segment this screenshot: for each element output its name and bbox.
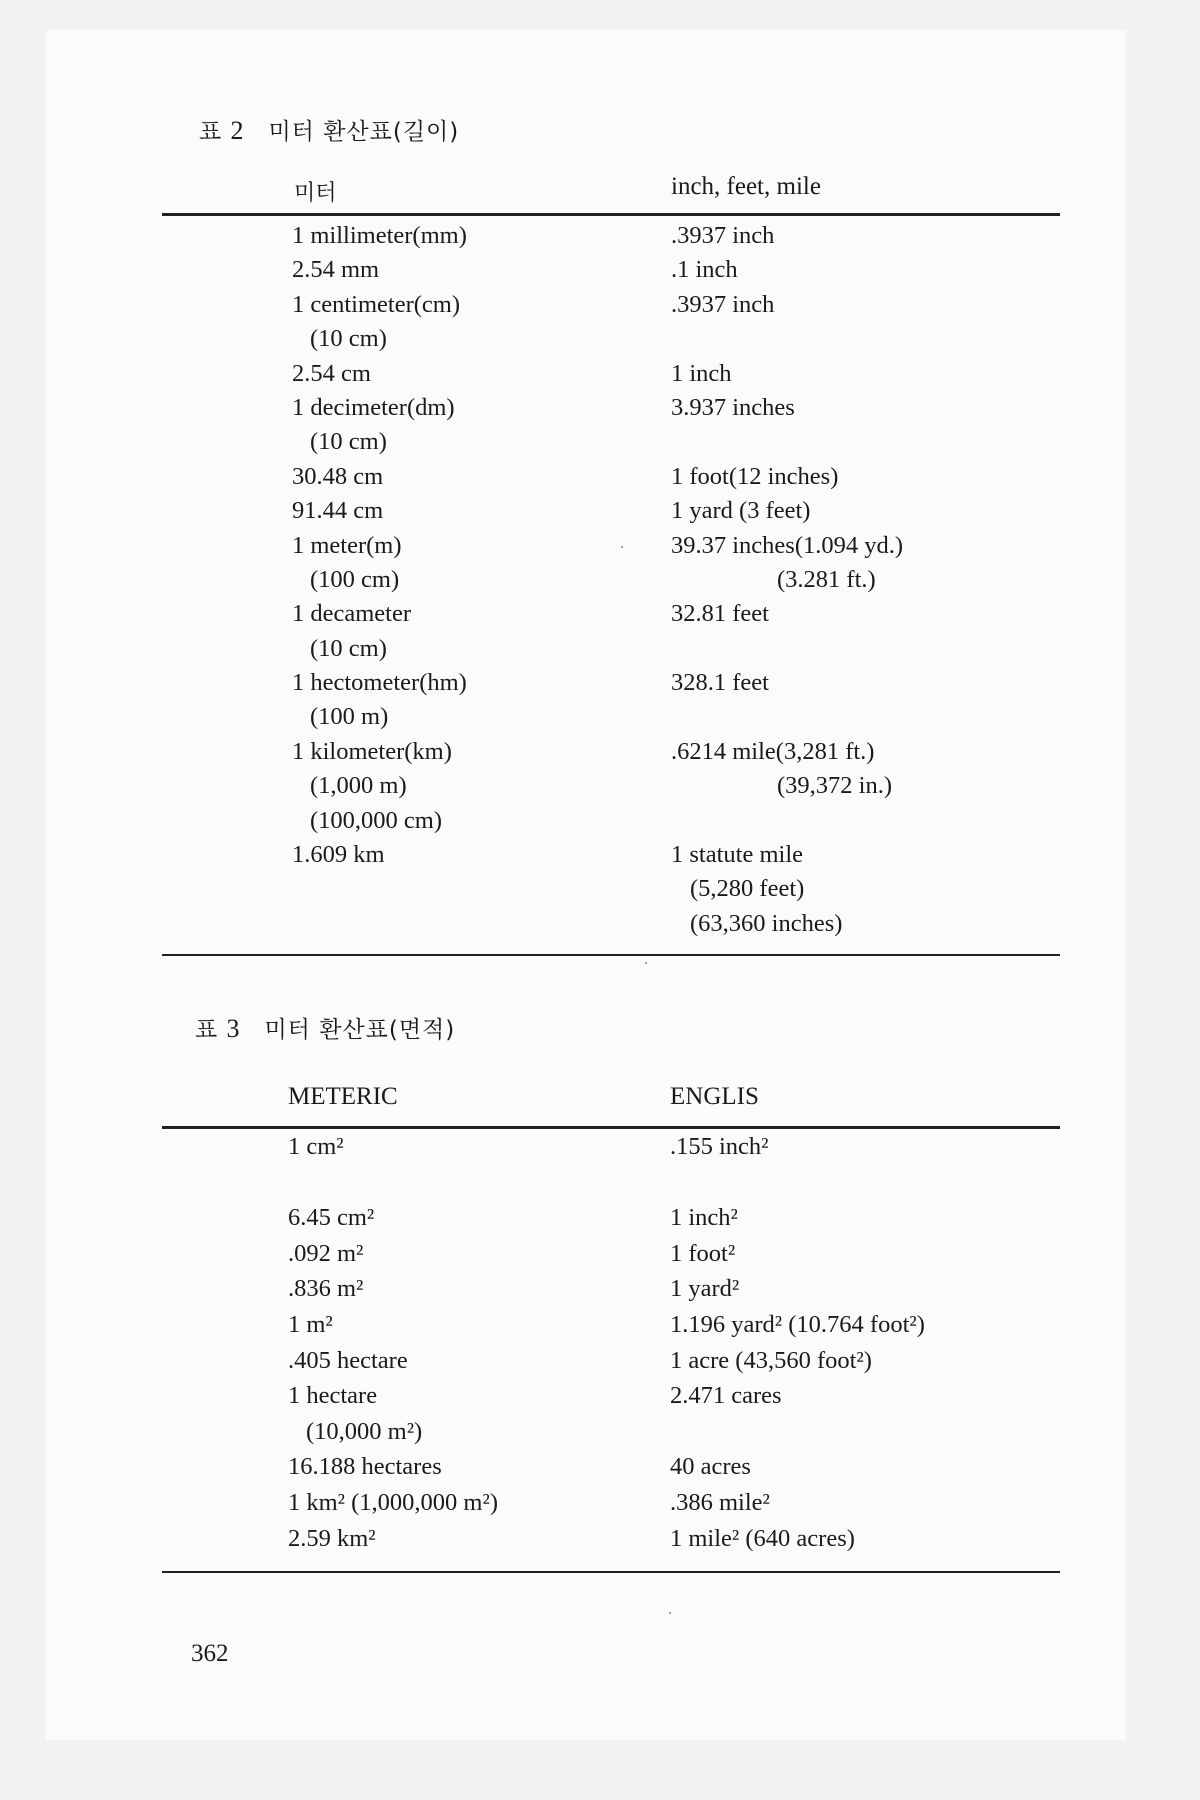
- table3-cell-right: 1 foot²: [670, 1239, 736, 1267]
- table-row: [0, 1449, 1200, 1485]
- table-row: [0, 253, 1200, 287]
- table2-cell-right: (63,360 inches): [690, 909, 843, 937]
- table2-cell-right: 1 foot(12 inches): [671, 462, 839, 490]
- table2-cell-left: 1 centimeter(cm): [292, 290, 461, 318]
- table2-cell-left: 1 hectometer(hm): [292, 669, 467, 697]
- table-row: [0, 700, 1200, 734]
- table3-cell-left: .092 m²: [288, 1239, 364, 1267]
- table2-cell-left: (10 cm): [310, 428, 387, 456]
- table3-cell-right: 1.196 yard² (10.764 foot²): [670, 1310, 925, 1338]
- table3-caption: [195, 1011, 455, 1044]
- table3-cell-right: 1 inch²: [670, 1204, 738, 1232]
- table2-cell-left: (1,000 m): [310, 772, 407, 800]
- table-row: [0, 357, 1200, 391]
- table-row: [0, 563, 1200, 597]
- table3-cell-right: 1 yard²: [670, 1275, 740, 1303]
- table2-cell-left: 1 meter(m): [292, 531, 402, 559]
- table-row: [0, 1236, 1200, 1272]
- table3-cell-right: 2.471 cares: [670, 1382, 782, 1410]
- table2-cell-right: .3937 inch: [671, 222, 775, 249]
- table2-caption-title: 미터 환산표(길이): [268, 119, 460, 145]
- table3-body: [0, 1129, 1200, 1556]
- table-row: [0, 494, 1200, 528]
- table3-cell-left: 1 km² (1,000,000 m²): [288, 1488, 498, 1516]
- table-row: [0, 460, 1200, 494]
- table-row: [0, 1165, 1200, 1201]
- table-row: [0, 1414, 1200, 1450]
- table3-cell-left: 6.45 cm²: [288, 1204, 375, 1232]
- table-row: [0, 872, 1200, 906]
- table3-cell-left: 1 cm²: [288, 1133, 344, 1160]
- page-number: 362: [191, 1640, 229, 1667]
- table3-cell-left: (10,000 m²): [306, 1417, 423, 1445]
- table2-cell-left: 30.48 cm: [292, 462, 384, 490]
- table2-caption: [199, 113, 459, 146]
- table-row: [0, 529, 1200, 563]
- scan-speck: [621, 546, 623, 548]
- table-row: [0, 666, 1200, 700]
- table-row: [0, 288, 1200, 322]
- table3-header-left: METERIC: [288, 1083, 398, 1110]
- table2-cell-right: .1 inch: [671, 256, 738, 284]
- table-row: [0, 219, 1200, 253]
- table2-cell-right: .3937 inch: [671, 290, 775, 318]
- table2-cell-right: 1 statute mile: [671, 841, 803, 869]
- table-row: [0, 735, 1200, 769]
- table2-cell-right: 1 yard (3 feet): [671, 497, 811, 525]
- table2-cell-left: (10 cm): [310, 634, 387, 662]
- table3-caption-title: 미터 환산표(면적): [264, 1017, 456, 1043]
- table2-cell-left: 2.54 mm: [292, 256, 380, 284]
- table2-cell-right: 3.937 inches: [671, 393, 795, 421]
- table2-body: [0, 219, 1200, 941]
- table2-cell-left: 1.609 km: [292, 841, 385, 869]
- table-row: [0, 1485, 1200, 1521]
- table-row: [0, 1378, 1200, 1414]
- scan-speck: [645, 962, 647, 964]
- table3-header-right: ENGLIS: [670, 1083, 759, 1110]
- table2-header-right: inch, feet, mile: [671, 173, 821, 200]
- table2-cell-left: 1 kilometer(km): [292, 737, 452, 765]
- table2-cell-left: (100,000 cm): [310, 806, 442, 834]
- table2-bottom-rule: [162, 954, 1060, 956]
- table3-cell-left: 16.188 hectares: [288, 1453, 442, 1481]
- table2-cell-left: (100 m): [310, 703, 389, 731]
- table-row: [0, 597, 1200, 631]
- table2-cell-right: (3.281 ft.): [777, 565, 876, 593]
- table-row: [0, 1129, 1200, 1165]
- table3-cell-right: 40 acres: [670, 1453, 751, 1481]
- table2-cell-right: (5,280 feet): [690, 875, 805, 903]
- table2-cell-left: 1 decimeter(dm): [292, 393, 455, 421]
- table-row: [0, 769, 1200, 803]
- table-row: [0, 1343, 1200, 1379]
- table-row: [0, 632, 1200, 666]
- table2-cell-right: 32.81 feet: [671, 600, 769, 628]
- table-row: [0, 907, 1200, 941]
- table3-cell-left: .405 hectare: [288, 1346, 408, 1374]
- table-row: [0, 1521, 1200, 1557]
- table-row: [0, 1200, 1200, 1236]
- table3-caption-number: 3: [226, 1014, 240, 1043]
- table3-cell-right: .386 mile²: [670, 1488, 770, 1516]
- table2-cell-left: 2.54 cm: [292, 359, 371, 387]
- table-row: [0, 391, 1200, 425]
- table3-bottom-rule: [162, 1571, 1060, 1573]
- table3-cell-right: 1 acre (43,560 foot²): [670, 1346, 872, 1374]
- table2-caption-prefix: 표: [199, 119, 223, 145]
- table3-caption-prefix: 표: [195, 1017, 219, 1043]
- table2-cell-left: (100 cm): [310, 565, 400, 593]
- scan-speck: [669, 1612, 671, 1614]
- table2-cell-right: .6214 mile(3,281 ft.): [671, 737, 875, 765]
- table-row: [0, 1307, 1200, 1343]
- table2-cell-left: 1 decameter: [292, 600, 412, 628]
- table2-caption-number: 2: [230, 116, 244, 145]
- table2-cell-right: 328.1 feet: [671, 669, 769, 697]
- table-row: [0, 322, 1200, 356]
- table3-cell-left: .836 m²: [288, 1275, 364, 1303]
- table3-cell-right: 1 mile² (640 acres): [670, 1524, 855, 1552]
- table3-cell-left: 1 m²: [288, 1310, 333, 1338]
- table2-cell-left: (10 cm): [310, 325, 387, 353]
- table3-cell-right: .155 inch²: [670, 1133, 769, 1160]
- table-row: [0, 804, 1200, 838]
- table-row: [0, 1271, 1200, 1307]
- table2-header-left: 미터: [294, 181, 337, 206]
- table2-cell-right: (39,372 in.): [777, 772, 892, 800]
- table2-cell-left: 91.44 cm: [292, 497, 384, 525]
- table3-cell-left: 2.59 km²: [288, 1524, 376, 1552]
- table2-top-rule: [162, 213, 1060, 216]
- table2-cell-right: 39.37 inches(1.094 yd.): [671, 531, 904, 559]
- table3-cell-left: 1 hectare: [288, 1382, 378, 1410]
- table2-cell-left: 1 millimeter(mm): [292, 222, 467, 249]
- table-row: [0, 838, 1200, 872]
- table-row: [0, 425, 1200, 459]
- table2-cell-right: 1 inch: [671, 359, 732, 387]
